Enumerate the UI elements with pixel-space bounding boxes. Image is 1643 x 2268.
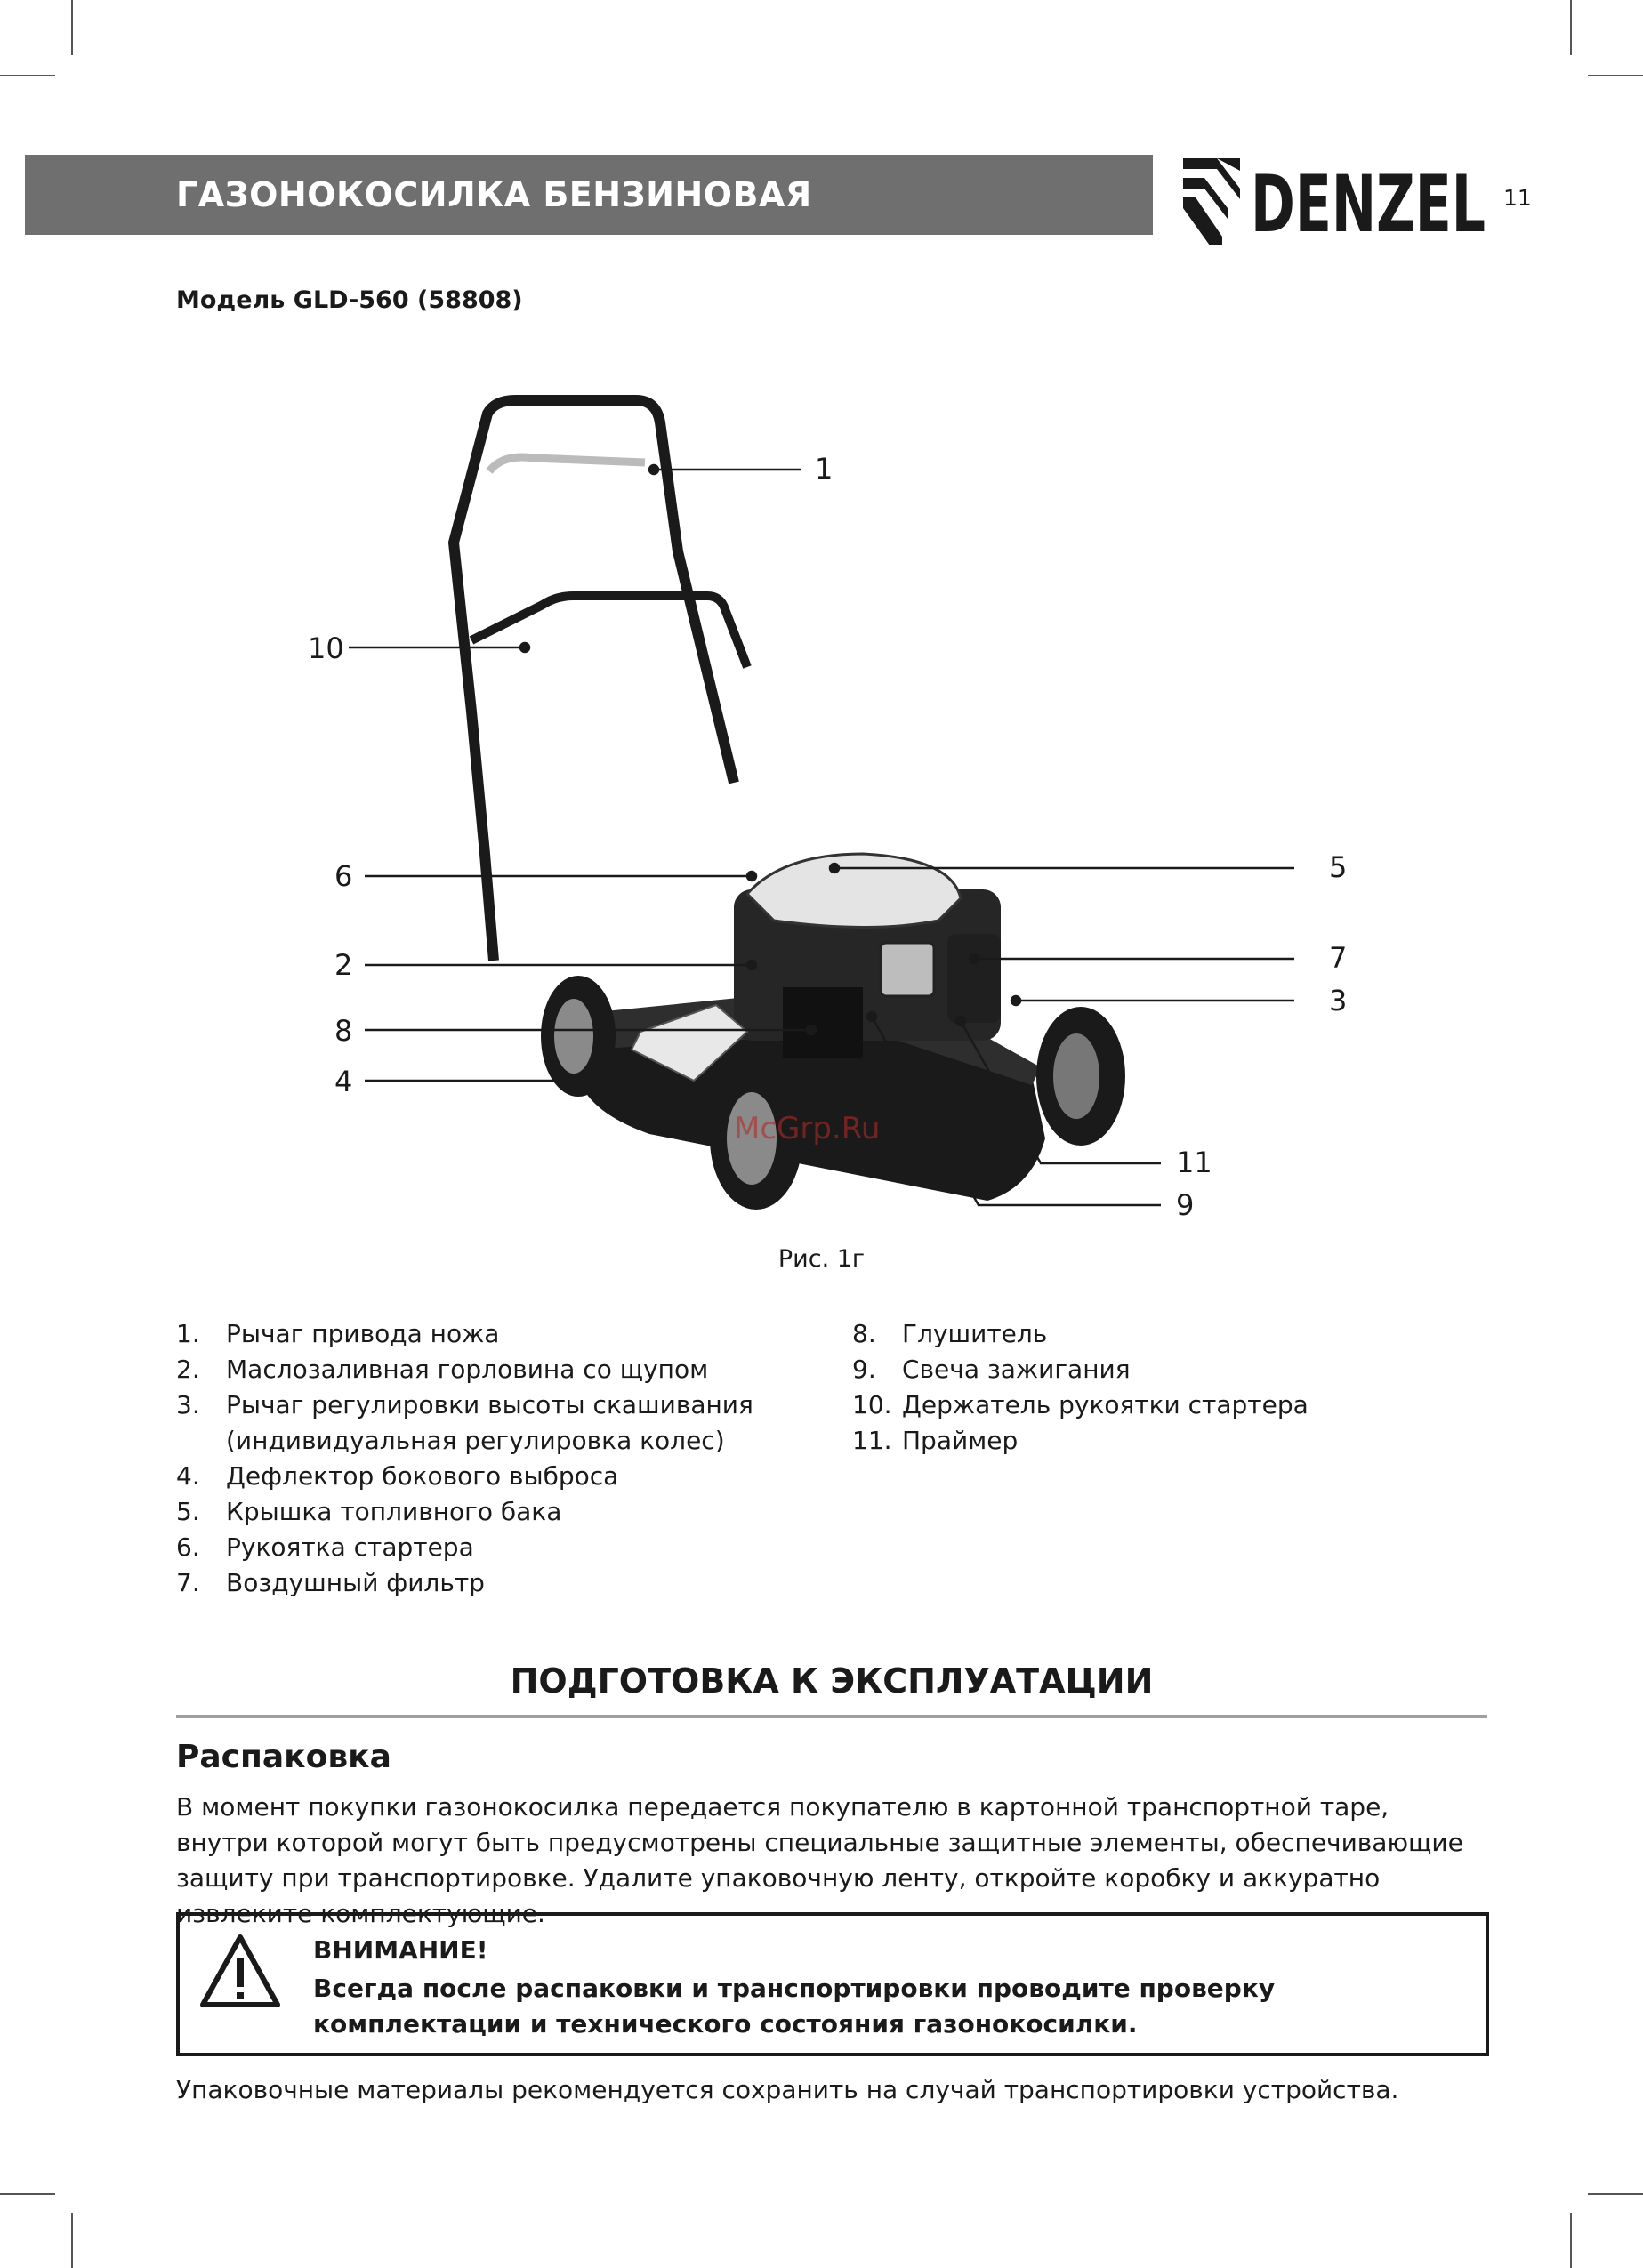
callout-7: 7 — [1329, 941, 1348, 975]
callout-10: 10 — [308, 631, 344, 665]
callout-11: 11 — [1176, 1146, 1212, 1179]
warning-text: Всегда после распаковки и транспортировки проводите проверку комплектации и технического состояния газонокосилки. — [313, 1974, 1276, 2039]
warning-box — [176, 1912, 1489, 2056]
logo-text: DENZEL — [1251, 158, 1486, 247]
denzel-logo — [1181, 151, 1489, 247]
section-divider — [176, 1715, 1487, 1718]
crop-mark — [1570, 0, 1572, 55]
crop-mark — [1588, 2193, 1643, 2195]
header-bar — [25, 155, 1153, 235]
list-item: 10. Держатель рукоятки стартера — [852, 1390, 1309, 1420]
callout-6: 6 — [334, 859, 353, 893]
mower-illustration — [454, 400, 1125, 1210]
subsection-title: Распаковка — [176, 1739, 391, 1775]
page-title: ГАЗОНОКОСИЛКА БЕНЗИНОВАЯ — [176, 175, 812, 214]
parts-list-right — [852, 1316, 1404, 1459]
callout-8: 8 — [334, 1014, 353, 1048]
callout-1: 1 — [815, 452, 834, 486]
crop-mark — [71, 2213, 73, 2268]
model-title: Модель GLD-560 (58808) — [176, 286, 523, 314]
mower-figure — [249, 374, 1423, 1245]
warning-title: ВНИМАНИЕ! — [313, 1935, 488, 1965]
list-item: 6. Рукоятка стартера — [176, 1532, 474, 1562]
crop-mark — [0, 75, 55, 76]
unpacking-paragraph: В момент покупки газонокосилка передается покупателю в картонной транспортной таре, внутри которой могут быть предусмотрены специальные защитные элементы, обеспечивающие защиту при транспортировке. Удалите упаковочную ленту, откройте коробку и аккуратно извлеките комплектующие. — [176, 1792, 1463, 1928]
callout-4: 4 — [334, 1065, 353, 1098]
crop-mark — [71, 0, 73, 55]
list-item: 7. Воздушный фильтр — [176, 1568, 485, 1597]
parts-list-left — [176, 1316, 834, 1601]
callout-9: 9 — [1176, 1188, 1195, 1222]
list-item: 9. Свеча зажигания — [852, 1355, 1131, 1384]
list-item: 8. Глушитель — [852, 1319, 1048, 1348]
page-number: 11 — [1503, 185, 1532, 211]
callout-5: 5 — [1329, 850, 1348, 884]
list-item: 3. Рычаг регулировки высоты скашивания (индивидуальная регулировка колес) — [176, 1390, 753, 1455]
crop-mark — [1570, 2213, 1572, 2268]
list-item: 2. Маслозаливная горловина со щупом — [176, 1355, 709, 1384]
section-title: ПОДГОТОВКА К ЭКСПЛУАТАЦИИ — [510, 1661, 1154, 1701]
footer-note: Упаковочные материалы рекомендуется сохранить на случай транспортировки устройства. — [176, 2075, 1399, 2104]
list-item: 5. Крышка топливного бака — [176, 1497, 562, 1526]
crop-mark — [1588, 75, 1643, 76]
list-item: 4. Дефлектор бокового выброса — [176, 1461, 619, 1491]
figure-caption: Рис. 1г — [777, 1245, 866, 1273]
callout-2: 2 — [334, 948, 353, 982]
list-item: 1. Рычаг привода ножа — [176, 1319, 500, 1348]
watermark: McGrp.Ru — [734, 1111, 881, 1146]
callout-3: 3 — [1329, 984, 1348, 1017]
list-item: 11. Праймер — [852, 1426, 1019, 1455]
crop-mark — [0, 2193, 55, 2195]
warning-icon — [197, 1932, 283, 2010]
logo-emblem-icon — [1183, 158, 1240, 245]
